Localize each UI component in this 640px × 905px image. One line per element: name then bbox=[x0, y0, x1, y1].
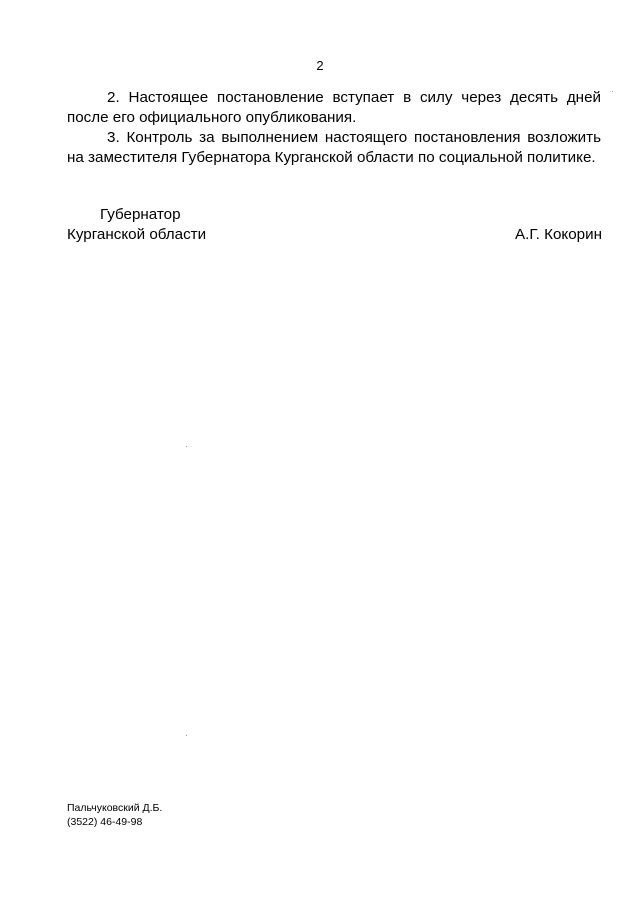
scan-speck bbox=[612, 91, 613, 92]
executor-name: Пальчуковский Д.Б. bbox=[67, 802, 163, 814]
scan-speck bbox=[186, 735, 187, 736]
signatory-title-line2: Курганской области bbox=[67, 226, 207, 243]
paragraph-entry-into-force: 2. Настоящее постановление вступает в силу через десять дней после его официального опубликования. bbox=[67, 89, 601, 126]
executor-note bbox=[67, 801, 162, 829]
paragraph-control: 3. Контроль за выполнением настоящего постановления возложить на заместителя Губернатора Курганской области по социальной политике. bbox=[67, 129, 601, 166]
signatory-title bbox=[67, 205, 206, 245]
signatory-title-line1: Губернатор bbox=[100, 206, 181, 223]
document-body bbox=[67, 88, 601, 168]
executor-phone: (3522) 46-49-98 bbox=[67, 816, 143, 828]
signatory-name: А.Г. Кокорин bbox=[514, 226, 602, 243]
scan-speck bbox=[186, 446, 187, 447]
page-number: 2 bbox=[316, 58, 324, 73]
